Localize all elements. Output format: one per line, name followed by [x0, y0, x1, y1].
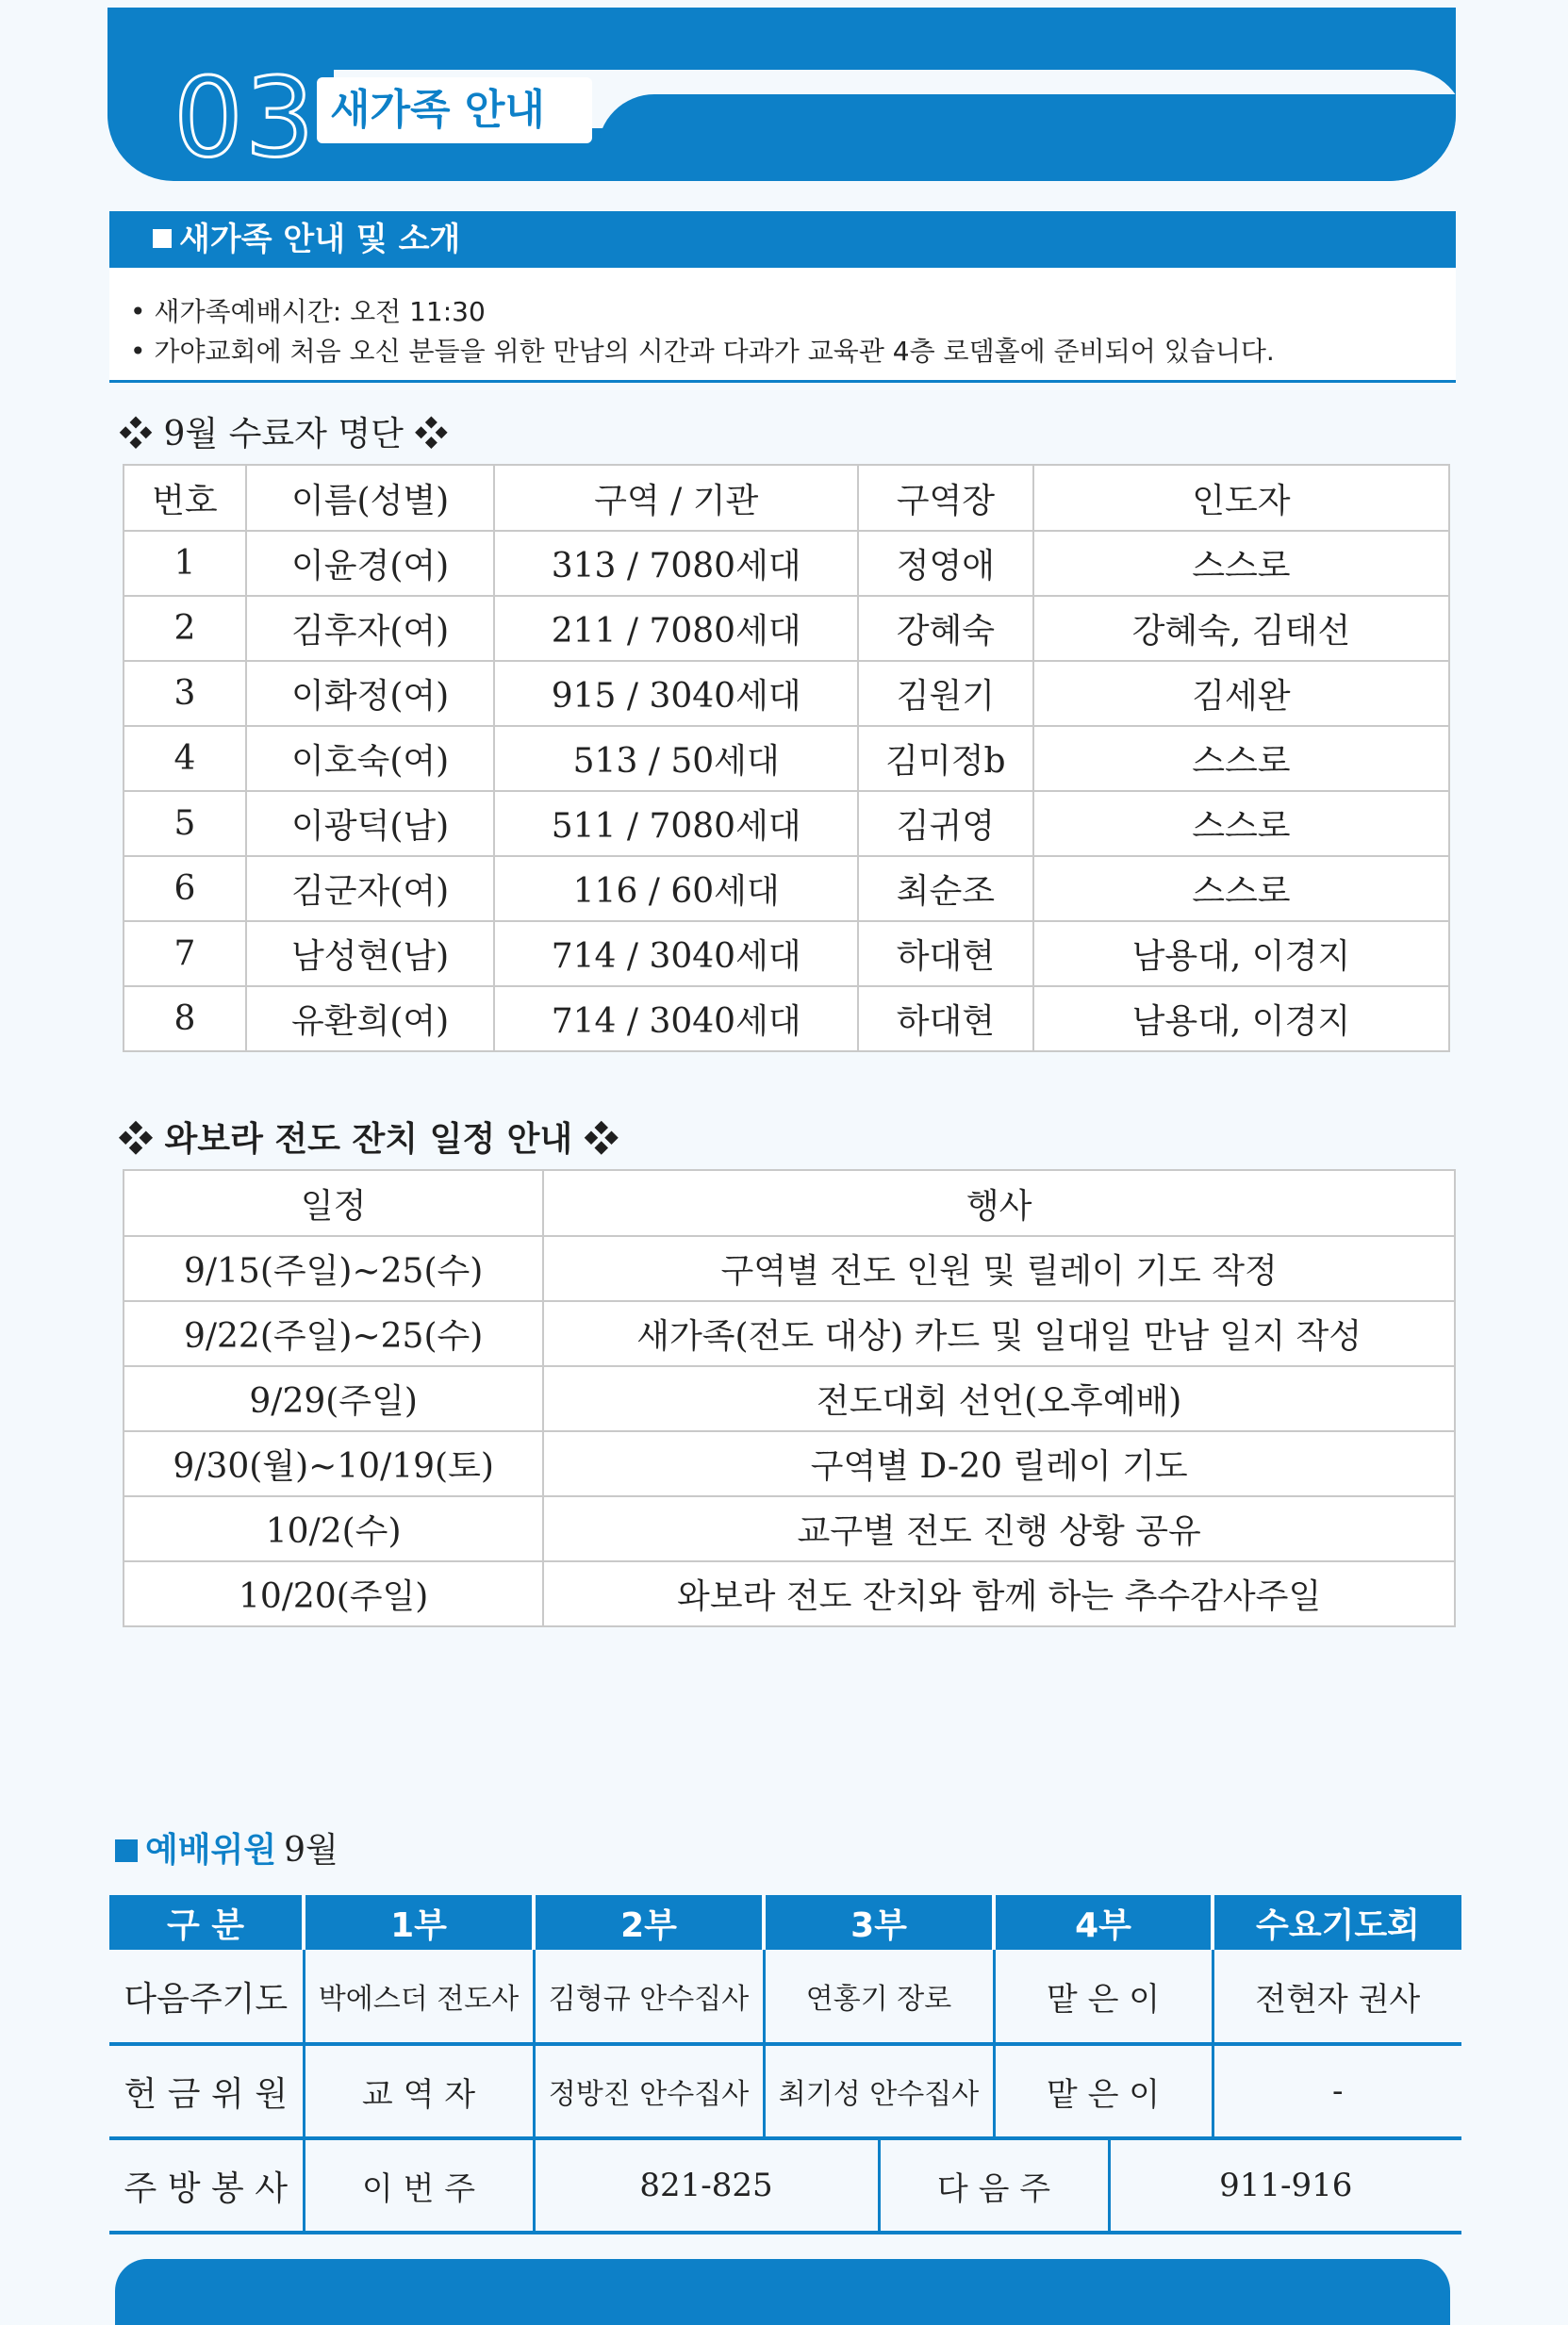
table-header-row — [124, 465, 1449, 531]
schedule-table — [123, 1169, 1456, 1627]
table-cell: 최기성 안수집사 — [764, 2044, 994, 2138]
table-cell: 10/2(수) — [124, 1496, 543, 1561]
table-cell: 211 / 7080세대 — [494, 596, 858, 661]
table-cell: 9/30(월)~10/19(토) — [124, 1431, 543, 1496]
table-row — [124, 856, 1449, 921]
table-cell: 스스로 — [1033, 791, 1449, 856]
square-bullet-icon — [153, 229, 172, 248]
table-cell: 911-916 — [1109, 2138, 1461, 2233]
table-cell: 이광덕(남) — [246, 791, 495, 856]
table-cell: 유환희(여) — [246, 986, 495, 1051]
table-cell: 9/15(주일)~25(수) — [124, 1236, 543, 1301]
row-label: 다음주기도 — [109, 1950, 304, 2044]
table-cell: 김형규 안수집사 — [534, 1950, 764, 2044]
table-cell: 김군자(여) — [246, 856, 495, 921]
table-row — [124, 726, 1449, 791]
column-header: 2부 — [534, 1895, 764, 1950]
column-header: 1부 — [304, 1895, 534, 1950]
table-cell: 남용대, 이경지 — [1033, 921, 1449, 986]
column-header: 구역장 — [858, 465, 1033, 531]
table-cell: 1 — [124, 531, 246, 596]
table-cell: 116 / 60세대 — [494, 856, 858, 921]
table-cell: 이윤경(여) — [246, 531, 495, 596]
column-header: 구역 / 기관 — [494, 465, 858, 531]
column-header: 번호 — [124, 465, 246, 531]
row-label: 헌 금 위 원 — [109, 2044, 304, 2138]
table-row — [109, 1950, 1461, 2044]
column-header: 4부 — [994, 1895, 1213, 1950]
table-row — [124, 531, 1449, 596]
table-cell: 313 / 7080세대 — [494, 531, 858, 596]
table-row — [124, 1561, 1455, 1626]
table-cell: 513 / 50세대 — [494, 726, 858, 791]
section-title-bar — [109, 211, 1456, 268]
table-row — [124, 791, 1449, 856]
worship-table — [109, 1895, 1461, 2234]
table-cell: 구역별 전도 인원 및 릴레이 기도 작정 — [543, 1236, 1455, 1301]
column-header: 인도자 — [1033, 465, 1449, 531]
table-row — [109, 2138, 1461, 2233]
table-cell: 연홍기 장로 — [764, 1950, 994, 2044]
table-cell: 이 번 주 — [304, 2138, 534, 2233]
column-header: 이름(성별) — [246, 465, 495, 531]
column-header: 행사 — [543, 1170, 1455, 1236]
column-header: 수요기도회 — [1213, 1895, 1461, 1950]
table-cell: 전현자 권사 — [1213, 1950, 1461, 2044]
table-cell: 스스로 — [1033, 856, 1449, 921]
table-cell: 김원기 — [858, 661, 1033, 726]
table-cell: 6 — [124, 856, 246, 921]
table-cell: 김후자(여) — [246, 596, 495, 661]
table-row — [124, 661, 1449, 726]
table-cell: 2 — [124, 596, 246, 661]
table-cell: 9/22(주일)~25(수) — [124, 1301, 543, 1366]
table-cell: 10/20(주일) — [124, 1561, 543, 1626]
table-cell: 스스로 — [1033, 531, 1449, 596]
table-row — [124, 921, 1449, 986]
table-row — [124, 1301, 1455, 1366]
table-cell: 9/29(주일) — [124, 1366, 543, 1431]
worship-header-row — [109, 1895, 1461, 1950]
worship-month: 9월 — [284, 1831, 338, 1870]
table-cell: 714 / 3040세대 — [494, 921, 858, 986]
column-header: 3부 — [764, 1895, 994, 1950]
table-cell: 교구별 전도 진행 상황 공유 — [543, 1496, 1455, 1561]
table-row — [124, 1431, 1455, 1496]
table-cell: 강혜숙, 김태선 — [1033, 596, 1449, 661]
table-cell: - — [1213, 2044, 1461, 2138]
table-cell: 정방진 안수집사 — [534, 2044, 764, 2138]
banner-curve — [598, 94, 1456, 181]
table-cell: 하대현 — [858, 921, 1033, 986]
section-number: 03 — [173, 55, 317, 181]
table-cell: 새가족(전도 대상) 카드 및 일대일 만남 일지 작성 — [543, 1301, 1455, 1366]
table-cell: 구역별 D-20 릴레이 기도 — [543, 1431, 1455, 1496]
worship-title — [115, 1823, 338, 1872]
table-cell: 전도대회 선언(오후예배) — [543, 1366, 1455, 1431]
table-cell: 김세완 — [1033, 661, 1449, 726]
table-cell: 맡 은 이 — [994, 1950, 1213, 2044]
table-cell: 교 역 자 — [304, 2044, 534, 2138]
table-cell: 4 — [124, 726, 246, 791]
header-banner — [107, 8, 1456, 181]
table-cell: 최순조 — [858, 856, 1033, 921]
schedule-heading: ❖ 와보라 전도 잔치 일정 안내 ❖ — [119, 1119, 619, 1159]
table-header-row — [124, 1170, 1455, 1236]
worship-title-text: 예배위원 — [145, 1831, 277, 1870]
square-bullet-icon — [115, 1839, 138, 1862]
table-row — [124, 1366, 1455, 1431]
graduates-heading: ❖ 9월 수료자 명단 ❖ — [119, 415, 449, 453]
info-box — [109, 268, 1456, 383]
table-cell: 821-825 — [534, 2138, 879, 2233]
info-line: • 새가족예배시간: 오전 11:30 — [130, 296, 486, 327]
table-cell: 3 — [124, 661, 246, 726]
table-row — [124, 596, 1449, 661]
table-cell: 남용대, 이경지 — [1033, 986, 1449, 1051]
table-cell: 5 — [124, 791, 246, 856]
table-cell: 하대현 — [858, 986, 1033, 1051]
table-cell: 박에스더 전도사 — [304, 1950, 534, 2044]
column-header: 구 분 — [109, 1895, 304, 1950]
table-cell: 이화정(여) — [246, 661, 495, 726]
table-cell: 다 음 주 — [879, 2138, 1109, 2233]
table-cell: 915 / 3040세대 — [494, 661, 858, 726]
table-row — [124, 1236, 1455, 1301]
table-cell: 정영애 — [858, 531, 1033, 596]
table-row — [124, 986, 1449, 1051]
column-header: 일정 — [124, 1170, 543, 1236]
table-cell: 와보라 전도 잔치와 함께 하는 추수감사주일 — [543, 1561, 1455, 1626]
info-line: • 가야교회에 처음 오신 분들을 위한 만남의 시간과 다과가 교육관 4층 로뎀홀에 준비되어 있습니다. — [130, 336, 1275, 367]
row-label: 주 방 봉 사 — [109, 2138, 304, 2233]
graduates-table — [123, 464, 1450, 1052]
section-title: 새가족 안내 및 소개 — [179, 221, 461, 258]
table-cell: 8 — [124, 986, 246, 1051]
table-cell: 김귀영 — [858, 791, 1033, 856]
table-row — [124, 1496, 1455, 1561]
table-cell: 714 / 3040세대 — [494, 986, 858, 1051]
page-title: 새가족 안내 — [317, 77, 592, 143]
table-row — [109, 2044, 1461, 2138]
table-cell: 강혜숙 — [858, 596, 1033, 661]
footer-bar — [115, 2259, 1450, 2325]
table-cell: 스스로 — [1033, 726, 1449, 791]
table-cell: 이호숙(여) — [246, 726, 495, 791]
table-cell: 511 / 7080세대 — [494, 791, 858, 856]
table-cell: 7 — [124, 921, 246, 986]
table-cell: 맡 은 이 — [994, 2044, 1213, 2138]
table-cell: 김미정b — [858, 726, 1033, 791]
table-cell: 남성현(남) — [246, 921, 495, 986]
